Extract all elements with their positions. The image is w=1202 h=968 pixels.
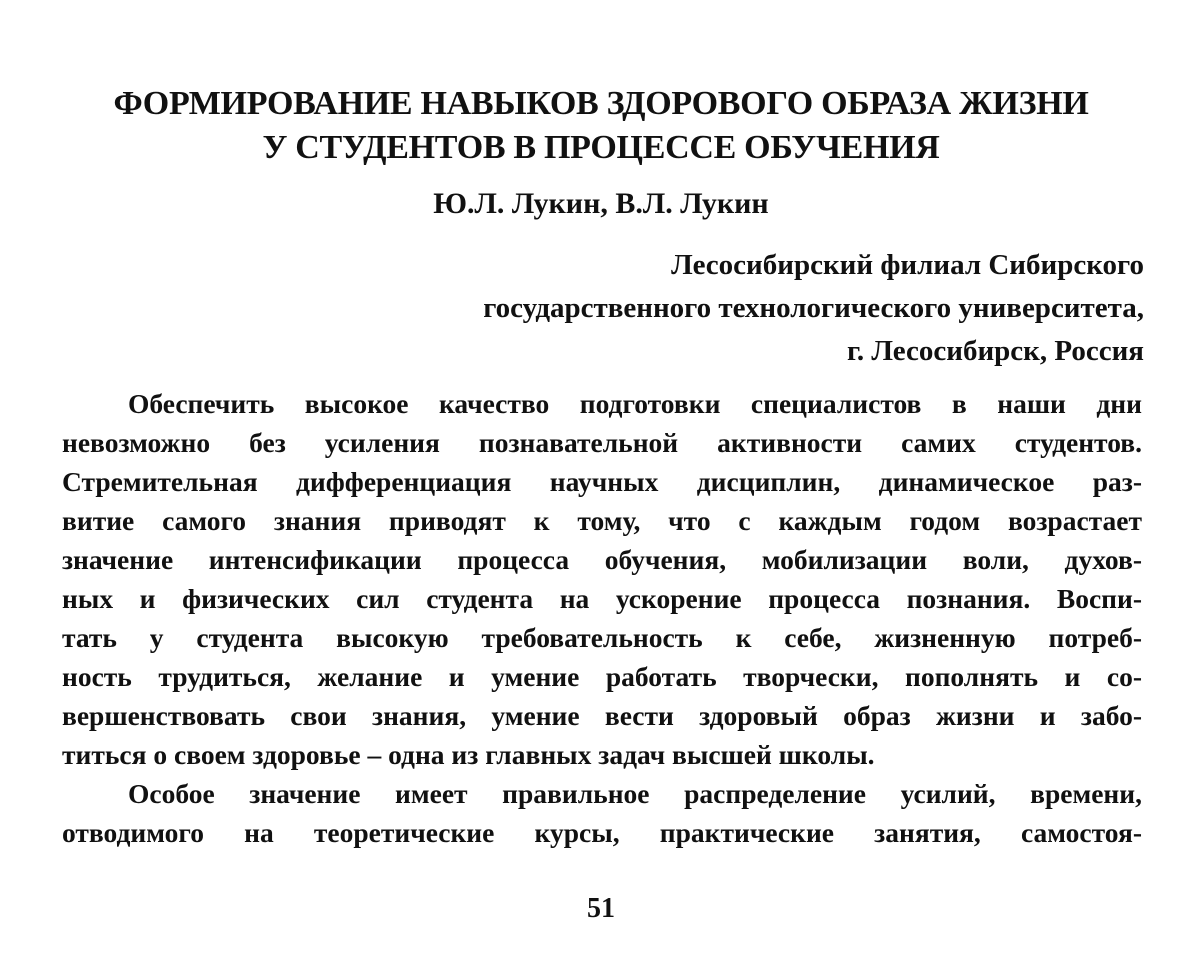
article-body — [62, 384, 1142, 852]
affiliation-line-2: государственного технологического университета, — [483, 292, 1144, 324]
paragraph-2 — [62, 774, 1142, 852]
paragraph-line: витие самого знания приводят к тому, что с каждым годом возрастает — [62, 505, 1142, 536]
paragraph-line: Стремительная дифференциация научных дисциплин, динамическое раз- — [62, 466, 1142, 497]
paragraph-line: вершенствовать свои знания, умение вести здоровый образ жизни и забо- — [62, 700, 1142, 731]
paragraph-line: тать у студента высокую требовательность к себе, жизненную потреб- — [62, 622, 1142, 653]
affiliation-line-3: г. Лесосибирск, Россия — [846, 335, 1144, 367]
paragraph-line: Особое значение имеет правильное распределение усилий, времени, — [128, 778, 1142, 809]
article-authors: Ю.Л. Лукин, В.Л. Лукин — [433, 187, 769, 220]
paragraph-line: значение интенсификации процесса обучения, мобилизации воли, духов- — [62, 544, 1142, 575]
affiliation-line-1: Лесосибирский филиал Сибирского — [671, 249, 1144, 281]
page-number: 51 — [587, 893, 615, 924]
paragraph-line: отводимого на теоретические курсы, практические занятия, самостоя- — [62, 817, 1142, 848]
title-line-1: ФОРМИРОВАНИЕ НАВЫКОВ ЗДОРОВОГО ОБРАЗА ЖИЗНИ — [113, 85, 1089, 122]
article-title — [60, 82, 1142, 170]
author-affiliation — [244, 244, 1144, 373]
paragraph-line: ных и физических сил студента на ускорение процесса познания. Воспи- — [62, 583, 1142, 614]
paragraph-line: невозможно без усиления познавательной активности самих студентов. — [62, 427, 1142, 458]
paragraph-line: титься о своем здоровье – одна из главных задач высшей школы. — [62, 739, 875, 770]
title-line-2: У СТУДЕНТОВ В ПРОЦЕССЕ ОБУЧЕНИЯ — [262, 129, 940, 166]
paragraph-1 — [62, 384, 1142, 774]
paragraph-line: Обеспечить высокое качество подготовки специалистов в наши дни — [128, 388, 1142, 419]
paragraph-line: ность трудиться, желание и умение работать творчески, пополнять и со- — [62, 661, 1142, 692]
